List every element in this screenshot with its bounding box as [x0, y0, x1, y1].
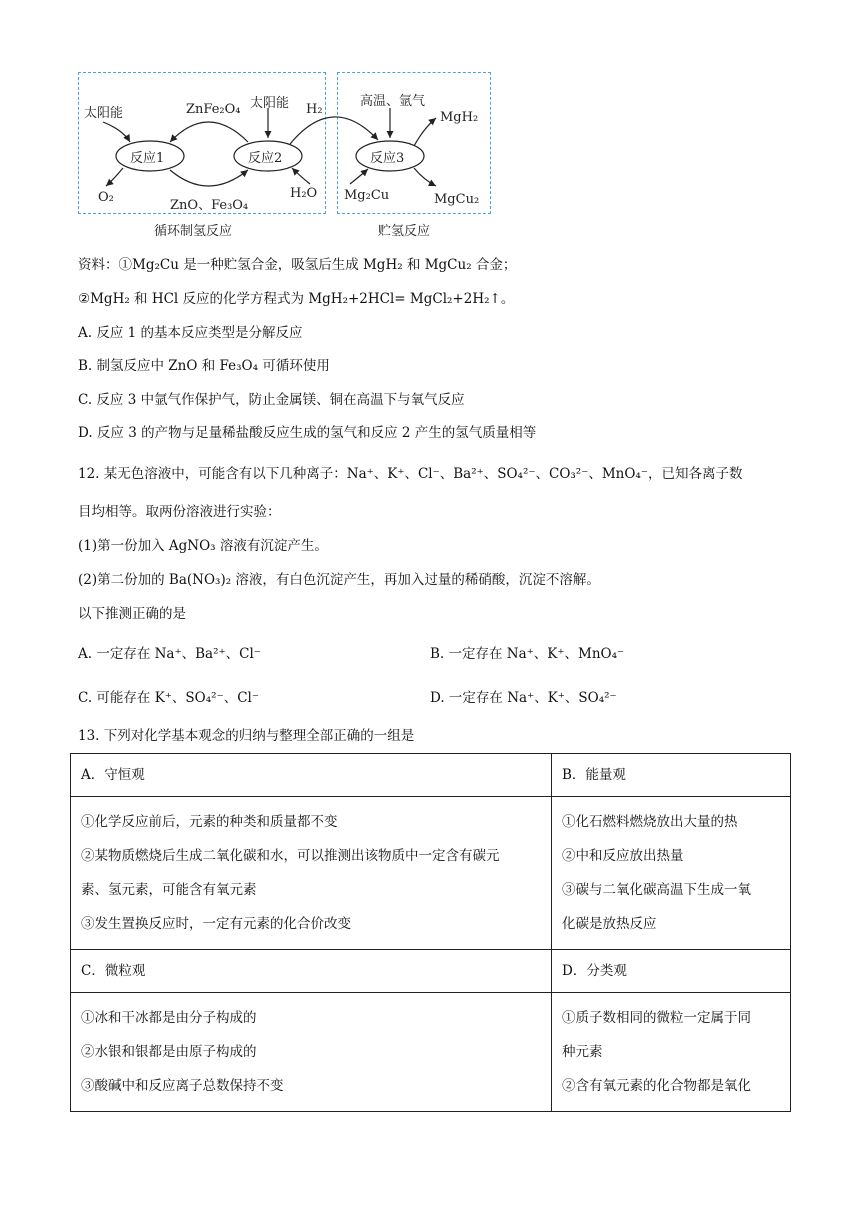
q12-experiment-1: (1)第一份加入 AgNO₃ 溶液有沉淀产生。 — [78, 538, 328, 554]
q12-experiment-2: (2)第二份加的 Ba(NO₃)₂ 溶液，有白色沉淀产生，再加入过量的稀硝酸，沉淀不溶解。 — [78, 572, 600, 588]
q12-stem-line-1: 12. 某无色溶液中，可能含有以下几种离子：Na⁺、K⁺、Cl⁻、Ba²⁺、SO₄²⁻、CO₃²⁻、MnO₄⁻，已知各离子数 — [78, 466, 743, 482]
mgh2-label: MgH₂ — [440, 110, 479, 125]
q11-option-c: C. 反应 3 中氩气作保护气，防止金属镁、铜在高温下与氧气反应 — [78, 392, 465, 408]
reaction-diagram — [78, 72, 498, 242]
a-item: ②某物质燃烧后生成二氧化碳和水，可以推测出该物质中一定含有碳元 — [81, 848, 500, 864]
a-item: ①化学反应前后，元素的种类和质量都不变 — [81, 814, 338, 830]
hydrogen-storage-caption: 贮氢反应 — [378, 224, 431, 239]
zno-fe3o4-label: ZnO、Fe₃O₄ — [170, 198, 249, 213]
cell-c-head: C．微粒观 — [71, 950, 552, 993]
cell-c-body — [71, 993, 552, 1112]
cell-d-body — [552, 993, 791, 1112]
q11-option-b: B. 制氢反应中 ZnO 和 Fe₃O₄ 可循环使用 — [78, 358, 330, 374]
c-item: ③酸碱中和反应离子总数保持不变 — [81, 1078, 284, 1094]
q13-table — [70, 753, 791, 1112]
b-item: ①化石燃料燃烧放出大量的热 — [562, 814, 738, 830]
reaction2-label: 反应2 — [248, 151, 283, 166]
q11-option-d: D. 反应 3 的产物与足量稀盐酸反应生成的氢气和反应 2 产生的氢气质量相等 — [78, 425, 537, 441]
cell-a-body — [71, 797, 552, 950]
q11-option-a: A. 反应 1 的基本反应类型是分解反应 — [78, 325, 303, 341]
reaction1-label: 反应1 — [130, 151, 165, 166]
info-line-2: ②MgH₂ 和 HCl 反应的化学方程式为 MgH₂+2HCl= MgCl₂+2H₂↑。 — [78, 291, 515, 307]
solar-label-1: 太阳能 — [84, 106, 124, 121]
mg2cu-label: Mg₂Cu — [344, 188, 390, 203]
q12-question: 以下推测正确的是 — [78, 606, 186, 622]
o2-label: O₂ — [98, 190, 114, 205]
c-item: ①冰和干冰都是由分子构成的 — [81, 1010, 257, 1026]
hydrogen-cycle-caption: 循环制氢反应 — [154, 224, 233, 239]
q13-stem: 13. 下列对化学基本观念的归纳与整理全部正确的一组是 — [78, 728, 415, 744]
b-item: ②中和反应放出热量 — [562, 848, 684, 864]
cell-d-head: D．分类观 — [552, 950, 791, 993]
q12-option-a: A. 一定存在 Na⁺、Ba²⁺、Cl⁻ — [78, 646, 261, 662]
d-item: ①质子数相同的微粒一定属于同 — [562, 1010, 751, 1026]
reaction3-label: 反应3 — [370, 151, 405, 166]
b-item: 化碳是放热反应 — [562, 916, 657, 932]
conditions-label: 高温、氩气 — [360, 94, 426, 109]
mgcu2-label: MgCu₂ — [434, 192, 480, 207]
h2-label: H₂ — [306, 102, 323, 117]
cell-b-body — [552, 797, 791, 950]
b-item: ③碳与二氧化碳高温下生成一氧 — [562, 882, 751, 898]
cell-a-head: A．守恒观 — [71, 754, 552, 797]
d-item: 种元素 — [562, 1044, 603, 1060]
a-item: ③发生置换反应时，一定有元素的化合价改变 — [81, 916, 351, 932]
solar-label-2: 太阳能 — [250, 96, 290, 111]
c-item: ②水银和银都是由原子构成的 — [81, 1044, 257, 1060]
q12-stem-line-2: 目均相等。取两份溶液进行实验： — [78, 504, 281, 520]
cell-b-head: B．能量观 — [552, 754, 791, 797]
q12-option-b: B. 一定存在 Na⁺、K⁺、MnO₄⁻ — [430, 646, 625, 662]
q12-option-c: C. 可能存在 K⁺、SO₄²⁻、Cl⁻ — [78, 690, 259, 706]
h2o-label: H₂O — [290, 186, 318, 201]
a-item: 素、氢元素，可能含有氧元素 — [81, 882, 257, 898]
znfe2o4-label: ZnFe₂O₄ — [186, 102, 241, 117]
q12-option-d: D. 一定存在 Na⁺、K⁺、SO₄²⁻ — [430, 690, 617, 706]
d-item: ②含有氧元素的化合物都是氧化 — [562, 1078, 751, 1094]
info-line-1: 资料：①Mg₂Cu 是一种贮氢合金，吸氢后生成 MgH₂ 和 MgCu₂ 合金； — [78, 257, 517, 273]
